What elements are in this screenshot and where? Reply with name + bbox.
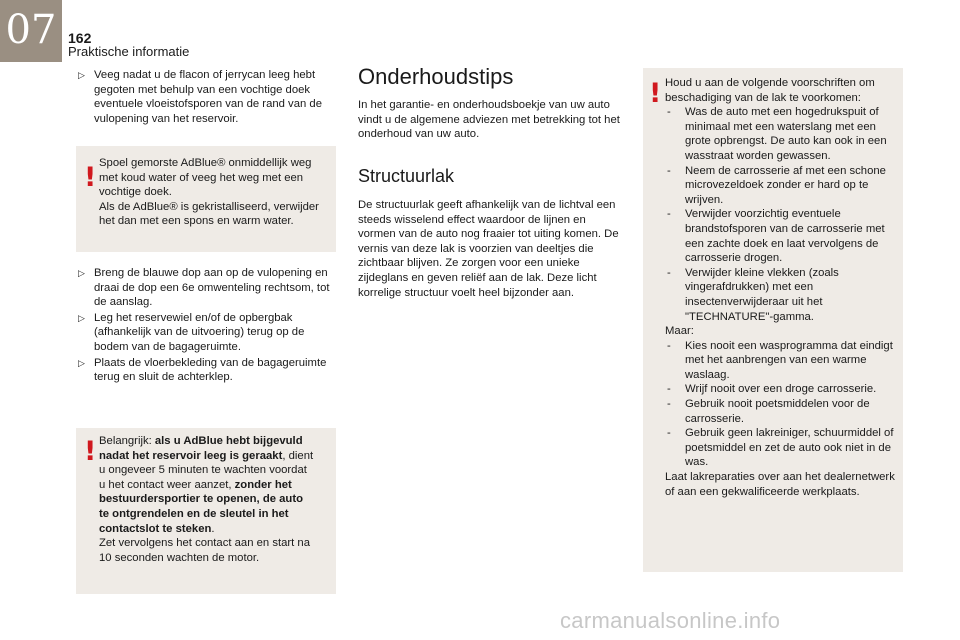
- list-text: Kies nooit een wasprogramma dat eindigt met het aanbrengen van een warme waslaag.: [685, 339, 893, 381]
- note-body: [99, 434, 315, 565]
- bullet-item: [76, 311, 330, 355]
- note-box-lak-care: [643, 68, 903, 572]
- list-item: - Wrijf nooit over een droge carrosserie.: [667, 383, 877, 396]
- arrow-bullet-icon: ▷: [78, 357, 85, 368]
- note-box-important: [76, 428, 336, 594]
- note-paragraph: [99, 434, 315, 536]
- list-item: - Was de auto met een hogedrukspuit of minimaal met een waterslang met een grote opbrengst. De auto kan ook in een wasstraat worden gewassen.: [667, 106, 887, 162]
- arrow-bullet-icon: ▷: [78, 312, 85, 323]
- bullet-text: Plaats de vloerbekleding van de bagageruimte terug en sluit de achterklep.: [94, 356, 327, 384]
- list-text: Verwijder kleine vlekken (zoals vingerafdrukken) met een insectenverwijderaar uit het "TECHNATURE"-gamma.: [685, 266, 839, 323]
- note-body: [99, 156, 331, 229]
- note-box-adblue-spill: [76, 146, 336, 252]
- note-line: Zet vervolgens het contact aan en start na 10 seconden wachten de motor.: [99, 537, 311, 564]
- but-label: Maar:: [665, 325, 694, 338]
- note-intro: Houd u aan de volgende voorschriften om beschadiging van de lak te voorkomen:: [665, 77, 875, 104]
- list-item: - Neem de carrosserie af met een schone microvezeldoek zonder er hard op te wrijven.: [667, 164, 886, 206]
- chapter-number: 07: [5, 7, 57, 53]
- note-line: Spoel gemorste AdBlue® onmiddellijk weg met koud water of veeg het weg met een vochtige doek.: [99, 157, 312, 199]
- note-mid: , dient u ongeveer 5 minuten te wachten voordat u het contact weer aanzet,: [99, 449, 314, 491]
- list-text: Neem de carrosserie af met een schone microvezeldoek zonder er hard op te wrijven.: [685, 164, 886, 206]
- left-bullet-block-1: [76, 68, 330, 127]
- list-item: - Gebruik geen lakreiniger, schuurmiddel of poetsmiddel en zet de auto ook niet in de was.: [667, 427, 894, 469]
- bullet-item: [76, 356, 330, 385]
- arrow-bullet-icon: ▷: [78, 70, 85, 80]
- note-end: .: [211, 522, 215, 535]
- note-intro: Belangrijk:: [99, 435, 155, 447]
- note-bold-1: als u AdBlue hebt bijgevuld nadat het reservoir leeg is geraakt: [99, 435, 303, 462]
- list-text: Verwijder voorzichtig eventuele brandstofsporen van de carrosserie met een zachte doek en laat vervolgens de carrosserie drogen.: [685, 208, 885, 265]
- bullet-text: Breng de blauwe dop aan op de vulopening en draai de dop een 6e omwenteling rechtsom, tot de aanslag.: [94, 267, 330, 309]
- note-outro: Laat lakreparaties over aan het dealernetwerk of aan een gekwalificeerde werkplaats.: [665, 471, 895, 498]
- heading-onderhoudstips: Onderhoudstips: [358, 64, 514, 89]
- list-text: Wrijf nooit over een droge carrosserie.: [685, 383, 877, 396]
- note-line: Als de AdBlue® is gekristalliseerd, verwijder het dan met een spons en warm water.: [99, 200, 319, 228]
- list-item: - Gebruik nooit poetsmiddelen voor de carrosserie.: [667, 398, 870, 425]
- bullet-item: [76, 68, 330, 126]
- chapter-tab: [0, 0, 62, 62]
- watermark: carmanualsonline.info: [560, 608, 781, 633]
- exclamation-warning-icon: !: [84, 436, 97, 467]
- list-text: Gebruik geen lakreiniger, schuurmiddel of poetsmiddel en zet de auto ook niet in de was.: [685, 427, 894, 469]
- bullet-text: Veeg nadat u de flacon of jerrycan leeg hebt gegoten met behulp van een vochtige doek eventuele vloeistofsporen van de rand van de vulopening van het reservoir.: [94, 69, 322, 125]
- note-bold-2: zonder het bestuurdersportier te openen, de auto te ontgrendelen en de sleutel in het contactslot te steken: [99, 478, 304, 535]
- section-title: Praktische informatie: [68, 44, 190, 59]
- list-text: Was de auto met een hogedrukspuit of minimaal met een waterslang met een grote opbrengst. De auto kan ook in een wasstraat worden gewassen.: [685, 106, 887, 162]
- middle-intro: In het garantie- en onderhoudsboekje van uw auto vindt u de algemene adviezen met betrekking tot het onderhoud van uw auto.: [358, 99, 620, 141]
- bullet-text: Leg het reservewiel en/of de opbergbak (afhankelijk van de uitvoering) terug op de bodem van de bagageruimte.: [94, 311, 305, 353]
- heading-structuurlak: Structuurlak: [358, 166, 455, 186]
- exclamation-warning-icon: !: [84, 162, 97, 193]
- middle-text: De structuurlak geeft afhankelijk van de lichtval een steeds wisselend effect waardoor de lijnen en vormen van de auto nog fraaier tot uiting komen. De vernis van deze lak is voorzien van deeltjes die zichtbaar blijven. Ze zorgen voor een unieke zijdeglans en geven reliëf aan de lak. Deze licht korrelige structuur voelt heel bijzonder aan.: [358, 199, 619, 299]
- left-bullet-block-2: [76, 266, 330, 386]
- list-item: - Kies nooit een wasprogramma dat eindigt met het aanbrengen van een warme waslaag.: [667, 339, 893, 381]
- bullet-item: [76, 266, 330, 310]
- exclamation-warning-icon: !: [649, 78, 662, 109]
- list-item: - Verwijder voorzichtig eventuele brandstofsporen van de carrosserie met een zachte doek en laat vervolgens de carrosserie drogen.: [667, 208, 885, 265]
- arrow-bullet-icon: ▷: [78, 268, 85, 278]
- note-body: [665, 76, 899, 499]
- list-item: - Verwijder kleine vlekken (zoals vingerafdrukken) met een insectenverwijderaar uit het "TECHNATURE"-gamma.: [667, 266, 839, 323]
- page-number: 162: [68, 30, 92, 46]
- list-text: Gebruik nooit poetsmiddelen voor de carrosserie.: [685, 398, 870, 425]
